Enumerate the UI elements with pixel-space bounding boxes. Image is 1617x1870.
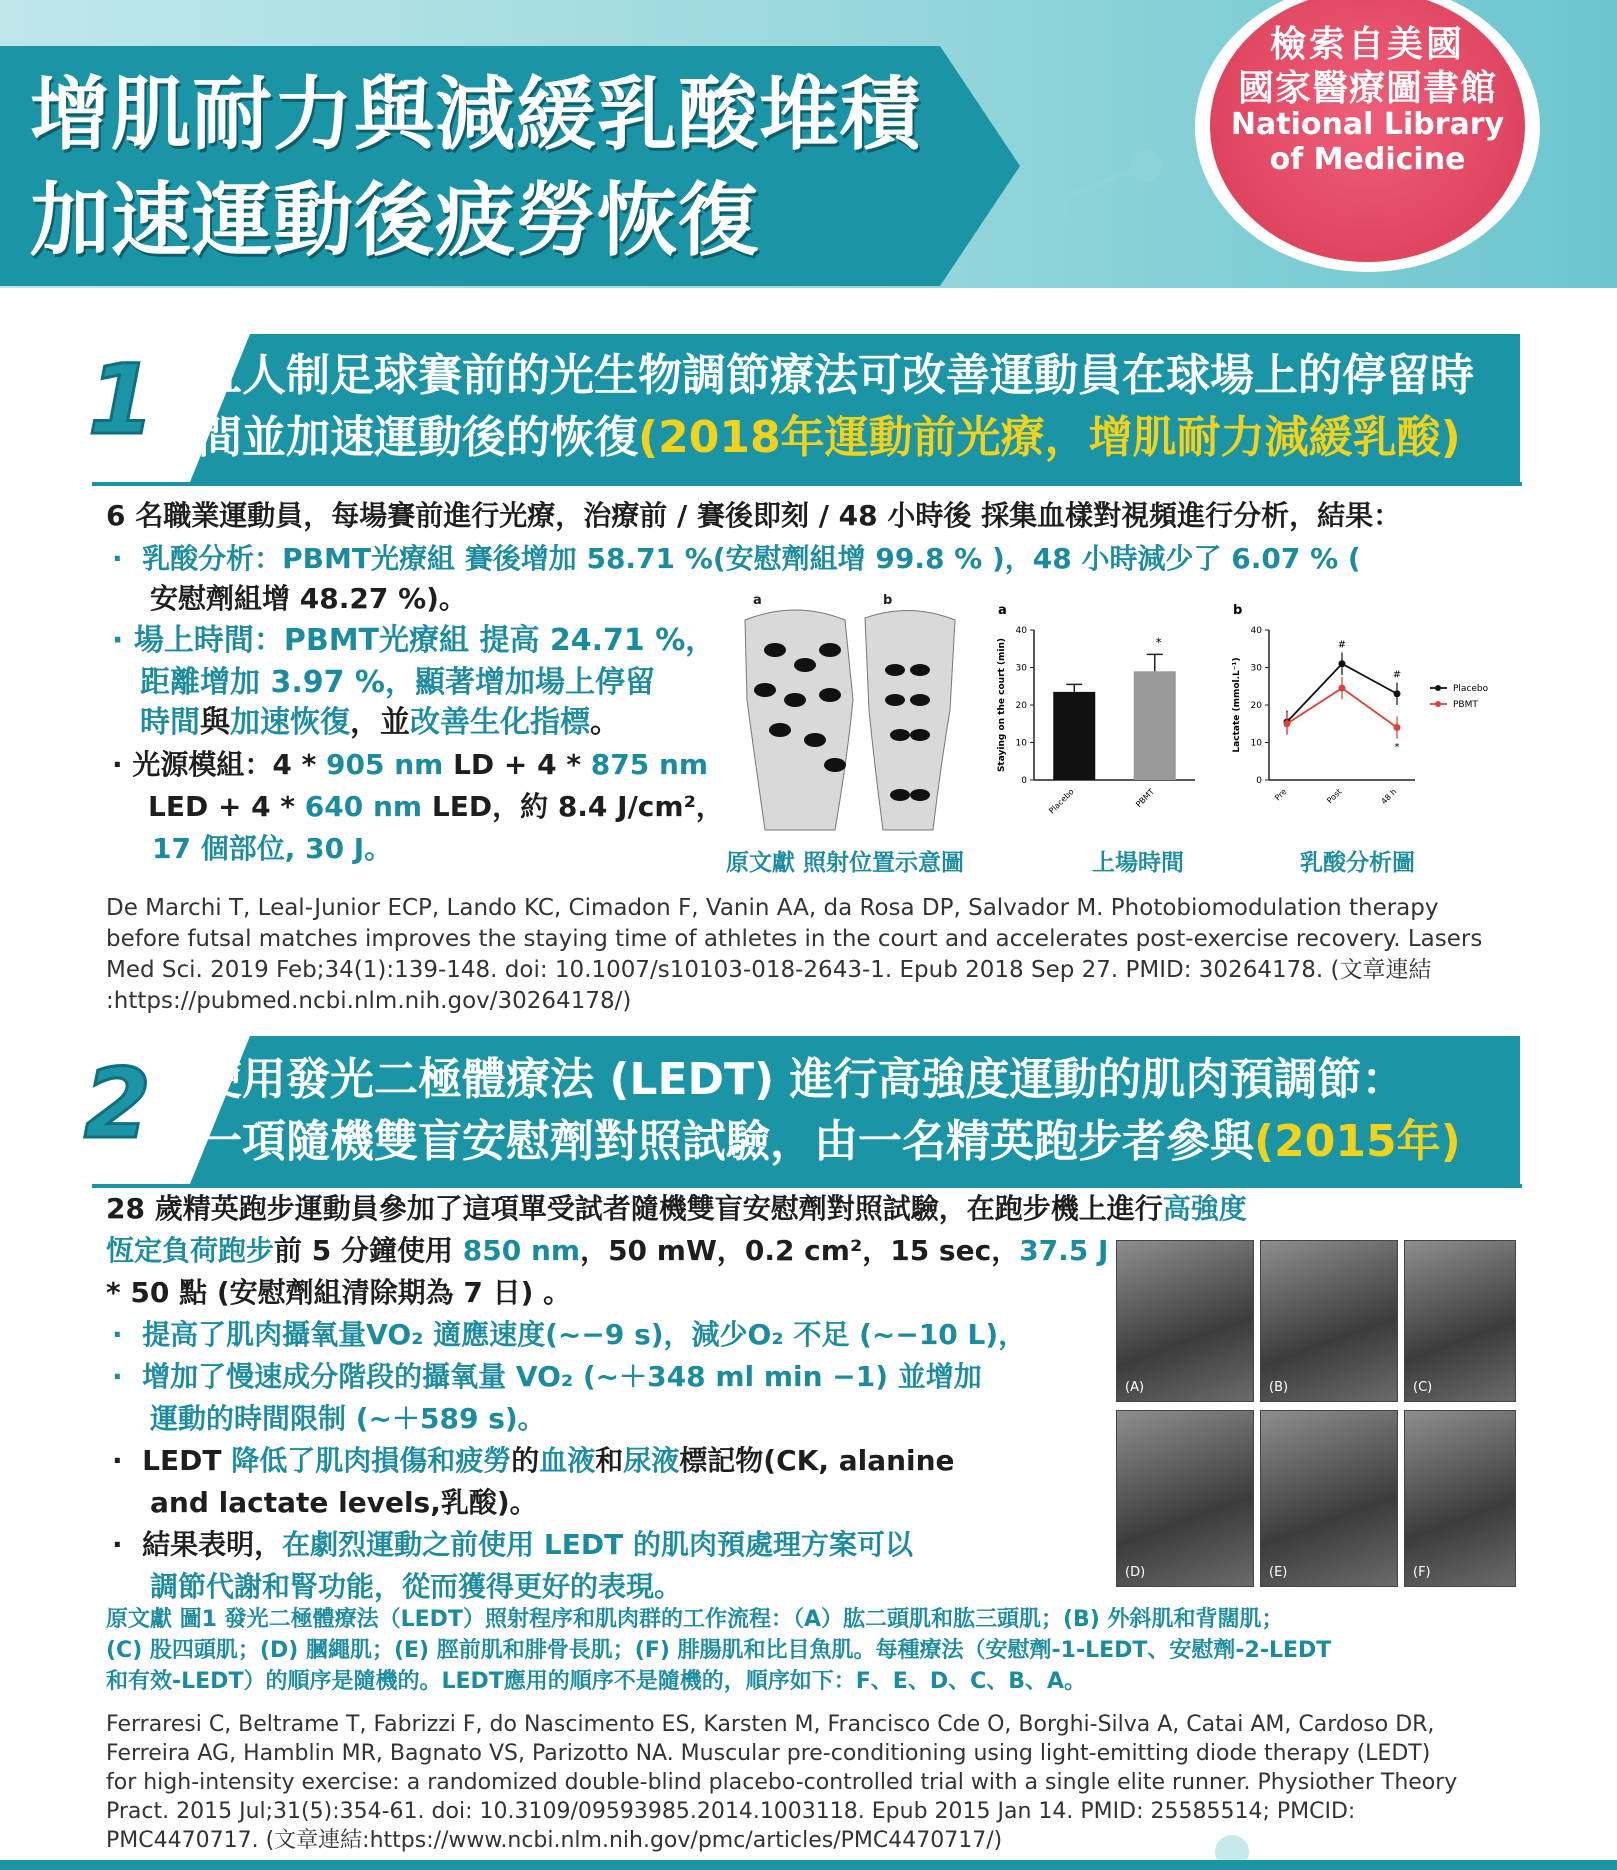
section1-text: 。 (590, 705, 620, 740)
y-tick-label: 0 (1256, 776, 1262, 786)
bullet-dot: · (112, 1360, 143, 1393)
section1-bullet1-line2: 安慰劑組增 48.27 %)。 (150, 582, 467, 615)
photo-label: (E) (1269, 1565, 1288, 1580)
section2-text: 的 (511, 1444, 540, 1477)
section2-bullet2-line1: 增加了慢速成分階段的攝氧量 VO₂ (~＋348 ml min −1) 並增加 (142, 1360, 982, 1393)
section1-text: 光源模組：4 * (132, 748, 327, 781)
leg-front-shape (745, 610, 853, 830)
y-tick-label: 40 (1015, 626, 1027, 636)
data-point (1339, 685, 1346, 692)
data-point (1284, 720, 1291, 727)
section2-text: 尿液 (623, 1444, 680, 1477)
legend-label: PBMT (1453, 700, 1478, 710)
section2-text: 降低了肌肉損傷和疲勞 (231, 1444, 512, 1477)
footer-bar (0, 1860, 1617, 1870)
section2-reference (106, 1710, 1526, 1855)
x-tick-label: 48 h (1379, 787, 1399, 806)
section1-bullet2-line2: 距離增加 3.97 %，顯著 (140, 665, 475, 700)
y-axis-label: Lactate (mmol.L⁻¹) (1232, 657, 1242, 753)
y-tick-label: 20 (1250, 701, 1262, 711)
section1-text: 與 (200, 705, 230, 740)
section2-figure-caption (106, 1604, 1331, 1697)
figure-caption-line: (C) 股四頭肌；(D) 膕繩肌；(E) 脛前肌和腓骨長肌；(F) 腓腸肌和比目魚肌。每種療法（安慰劑-1-LEDT、安慰劑-2-LEDT (106, 1638, 1332, 1663)
section2-text: 37.5 J (1019, 1234, 1109, 1267)
section1-title-highlight: (2018年運動前光療，增肌耐力減緩乳酸) (638, 412, 1461, 463)
y-tick-label: 10 (1250, 738, 1262, 749)
leg-back-shape (865, 610, 955, 830)
x-tick-label: Post (1325, 787, 1344, 806)
section1-title-line1: 五人制足球賽前的光生物調節療法可改善運動員在球場上的停留時 (198, 350, 1474, 401)
section1-bullet1-line1: 乳酸分析：PBMT光療組 賽後增加 58.71 %(安慰劑組增 99.8 % )，48 小時減少了 6.07 % ( (142, 542, 1361, 575)
section2-text: 血液 (539, 1444, 596, 1477)
y-tick-label: 30 (1250, 663, 1262, 674)
leg-illustration (735, 590, 970, 835)
section1-reference (106, 893, 1526, 1017)
bar (1053, 692, 1095, 780)
figure-caption-line-chart: 乳酸分析圖 (1300, 850, 1415, 876)
x-tick-label: PBMT (1134, 787, 1157, 810)
section2-text: 前 5 分鐘使用 (274, 1234, 463, 1267)
ledt-photo-b (1260, 1240, 1398, 1402)
page-title-line2: 加速運動後疲勞恢復 (30, 174, 759, 267)
ledt-photo-e (1260, 1410, 1398, 1587)
data-point (1394, 690, 1401, 697)
reference-line: De Marchi T, Leal-Junior ECP, Lando KC, Cimadon F, Vanin AA, da Rosa DP, Salvador M. Photobiomodulation therapy (106, 895, 1439, 921)
photo-label: (F) (1413, 1565, 1431, 1580)
x-tick-label: Pre (1273, 787, 1289, 803)
section2-text: 恆定負荷跑步 (106, 1234, 275, 1267)
section1-text: LED + 4 * (148, 790, 305, 823)
figure-caption-bar-chart: 上場時間 (1092, 850, 1184, 876)
section2-text: 標記物(CK, alanine (679, 1444, 955, 1477)
legend-marker (1435, 685, 1441, 691)
figure-caption-line: 和有效-LEDT）的順序是隨機的。LEDT應用的順序不是隨機的，順序如下：F、E、D、C、B、A。 (106, 1669, 1087, 1694)
reference-line: Ferreira AG, Hamblin MR, Bagnato VS, Parizotto NA. Muscular pre-conditioning using light-emitting diode therapy (LEDT) (106, 1741, 1431, 1766)
section2-title-highlight: (2015年) (1254, 1116, 1461, 1167)
section1-bullet3-line3: 17 個部位, 30 J。 (152, 832, 393, 865)
reference-line: Ferraresi C, Beltrame T, Fabrizzi F, do Nascimento ES, Karsten M, Francisco Cde O, Borghi-Silva A, Catai AM, Cardoso DR, (106, 1712, 1435, 1737)
y-tick-label: 0 (1021, 776, 1027, 786)
section1-intro: 6 名職業運動員，每場賽前進行光療，治療前 / 賽後即刻 / 48 小時後 採集血樣對視頻進行分析，結果： (106, 499, 1402, 532)
section1-text: 加速恢復 (230, 705, 350, 740)
section1-header (80, 334, 1520, 482)
significance-marker: # (1337, 639, 1347, 651)
photo-label: (C) (1413, 1380, 1433, 1395)
section2-bullet4 (112, 1526, 913, 1564)
ledt-photo-c (1404, 1240, 1516, 1402)
x-tick-label: Placebo (1047, 787, 1076, 816)
section2-text: 在劇烈運動之前使用 LEDT 的肌肉預處理方案可以 (282, 1528, 913, 1561)
molecule-decoration (1130, 150, 1162, 182)
panel-label-a: a (753, 593, 762, 608)
section2-text: 和 (595, 1444, 624, 1477)
y-tick-label: 40 (1250, 626, 1262, 636)
section1-number: 1 (88, 344, 155, 456)
section1-text: LD + 4 * (443, 748, 591, 781)
section2-header (80, 1036, 1520, 1184)
bullet-dot: · (112, 748, 133, 781)
section2-bullet3 (112, 1442, 955, 1480)
section2-intro: 28 歲精英跑步運動員參加了這項單受試者隨機雙盲安慰劑對照試驗，在跑步機上進行 (106, 1192, 1163, 1225)
section1-bullet3 (112, 746, 708, 784)
bullet-dot: · (112, 1528, 143, 1561)
section2-text: LEDT (142, 1444, 232, 1477)
section2-intro-line3: * 50 點 (安慰劑組清除期為 7 日) 。 (106, 1276, 572, 1309)
staying-time-bar-chart (990, 600, 1205, 830)
bullet-dot: · (112, 542, 143, 575)
section1-text: 時間 (140, 705, 200, 740)
section2-rule (92, 1184, 1522, 1188)
data-point (1394, 724, 1401, 731)
significance-marker: * (1155, 635, 1162, 650)
reference-line: for high-intensity exercise: a randomized double-blind placebo-controlled trial with a single elite runner. Physiother Theory (106, 1770, 1458, 1795)
ledt-photo-f (1404, 1410, 1516, 1587)
section1-text: 875 nm (590, 748, 709, 781)
seal-text: 檢索自美國 (1269, 24, 1465, 65)
library-seal (1210, 0, 1525, 262)
figure-caption-line: 原文獻 圖1 發光二極體療法（LEDT）照射程序和肌肉群的工作流程：（A）肱二頭肌和肱三頭肌；(B) 外斜肌和背闊肌； (106, 1607, 1284, 1632)
bullet-dot: · (112, 623, 134, 658)
section2-text: 850 nm (462, 1234, 581, 1267)
section1-text: 640 nm (304, 790, 423, 823)
section1-text: 改善生化指標 (410, 705, 590, 740)
y-tick-label: 10 (1015, 738, 1027, 749)
legend-marker (1435, 701, 1441, 707)
reference-line: :https://pubmed.ncbi.nlm.nih.gov/30264178/) (106, 988, 632, 1014)
ledt-photo-d (1116, 1410, 1254, 1587)
section1-text: LED，約 8.4 J/cm²， (422, 790, 724, 823)
section2-number: 2 (84, 1048, 151, 1160)
reference-line: Med Sci. 2019 Feb;34(1):139-148. doi: 10.1007/s10103-018-2643-1. Epub 2018 Sep 27. PMID: 30264178. (文章連結 (106, 957, 1432, 983)
data-point (1339, 660, 1346, 667)
panel-label-b: b (883, 593, 893, 608)
seal-text: National Library (1230, 107, 1505, 142)
y-tick-label: 30 (1015, 663, 1027, 674)
section2-bullet2-line2: 運動的時間限制 (~＋589 s)。 (150, 1402, 546, 1435)
seal-text: 國家醫療圖書館 (1237, 68, 1497, 109)
bullet-dot: · (112, 1444, 143, 1477)
y-tick-label: 20 (1015, 701, 1027, 711)
section2-bullet1-text: 提高了肌肉攝氧量VO₂ 適應速度(~−9 s)，減少O₂ 不足 (~−10 L)， (142, 1318, 1027, 1351)
section1-text: 905 nm (326, 748, 444, 781)
figure-caption-illustration: 原文獻 照射位置示意圖 (726, 850, 965, 876)
chart-panel-label: a (998, 603, 1007, 618)
bar (1134, 671, 1176, 780)
section2-bullet3-line2: and lactate levels,乳酸)。 (150, 1486, 538, 1519)
significance-marker: * (1394, 741, 1400, 753)
section1-bullet2-highlight: 增加場上停留 (474, 665, 655, 700)
section2-text: ，50 mW，0.2 cm²，15 sec， (580, 1234, 1020, 1267)
ledt-photo-a (1116, 1240, 1254, 1402)
section2-bullet4-line2: 調節代謝和腎功能，從而獲得更好的表現。 (150, 1570, 683, 1603)
section2-title-line1: 使用發光二極體療法 (LEDT) 進行高強度運動的肌肉預調節： (198, 1054, 1406, 1105)
section2-bullet2 (112, 1358, 982, 1396)
legend-label: Placebo (1453, 684, 1489, 694)
y-axis-label: Staying on the court (min) (997, 637, 1007, 773)
molecule-decoration (1030, 185, 1070, 225)
reference-line: Pract. 2015 Jul;31(5):354-61. doi: 10.3109/09593985.2014.1003118. Epub 2015 Jan 14. PMID: 25585514; PMCID: (106, 1799, 1356, 1824)
page-title (30, 62, 990, 274)
section1-bullet2 (112, 622, 715, 660)
photo-label: (B) (1269, 1380, 1289, 1395)
section1-bullet1 (112, 540, 1361, 578)
section1-text: ，並 (350, 705, 410, 740)
photo-label: (A) (1125, 1380, 1145, 1395)
section1-title-line2: 間並加速運動後的恢復 (198, 412, 638, 463)
section2-bullet1 (112, 1316, 1026, 1354)
reference-line: PMC4470717. (文章連結:https://www.ncbi.nlm.nih.gov/pmc/articles/PMC4470717/) (106, 1828, 1003, 1853)
reference-line: before futsal matches improves the staying time of athletes in the court and accelerates post-exercise recovery. Lasers (106, 926, 1483, 952)
page-title-line1: 增肌耐力與減緩乳酸堆積 (30, 68, 921, 161)
chart-panel-label: b (1233, 603, 1243, 618)
lactate-line-chart (1225, 600, 1525, 830)
section2-text: 結果表明， (142, 1528, 283, 1561)
section1-rule (92, 482, 1522, 486)
section2-title-line2: 一項隨機雙盲安慰劑對照試驗，由一名精英跑步者參與 (198, 1116, 1254, 1167)
significance-marker: # (1392, 669, 1402, 681)
bullet-dot: · (112, 1318, 143, 1351)
section2-intro-highlight: 高強度 (1162, 1192, 1247, 1225)
section1-bullet2-line1: 場上時間：PBMT光療組 提高 24.71 %， (133, 623, 716, 658)
seal-text: of Medicine (1269, 142, 1466, 177)
photo-label: (D) (1125, 1565, 1146, 1580)
